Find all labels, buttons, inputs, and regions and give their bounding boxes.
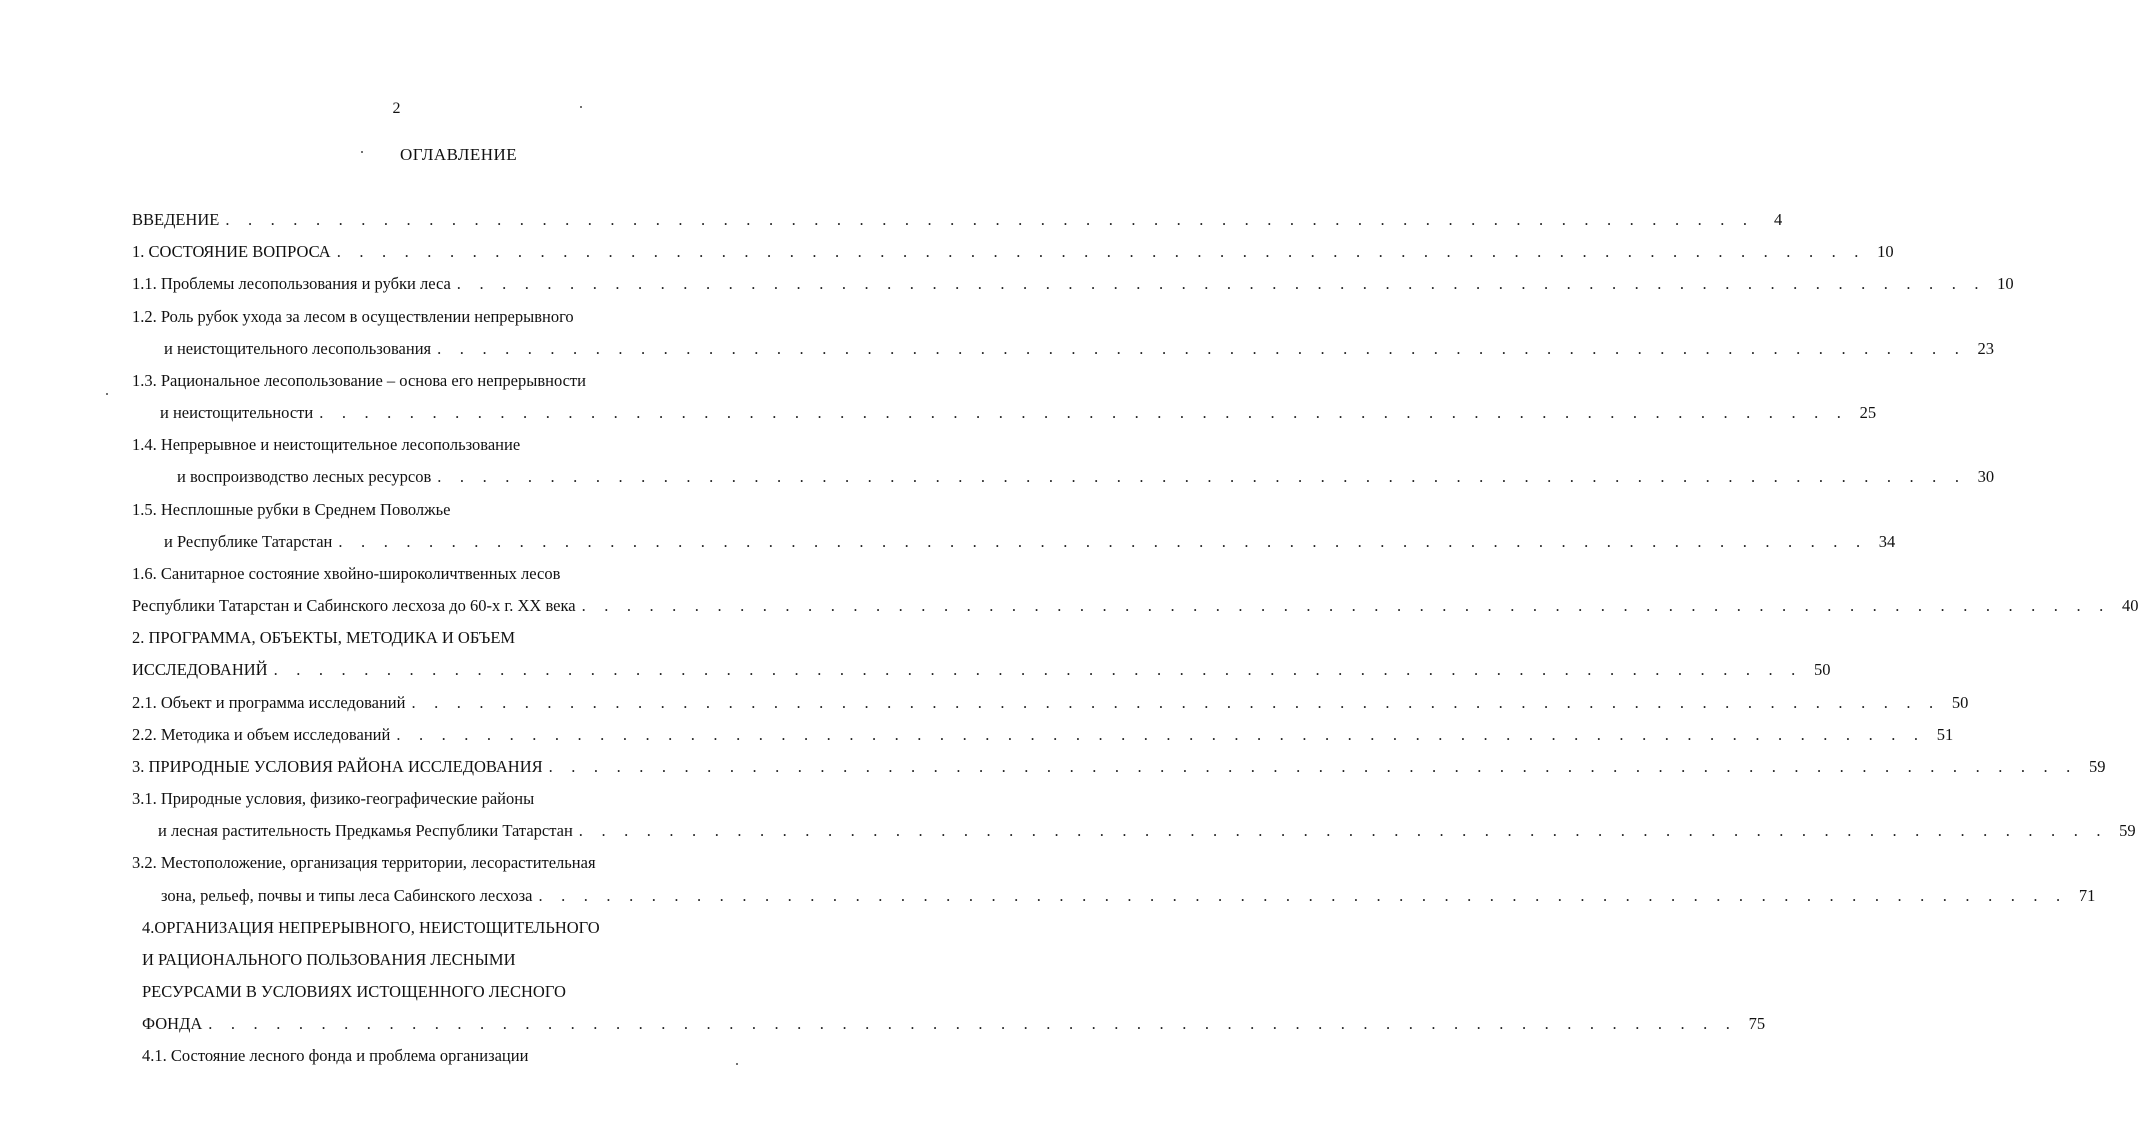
toc-entry-text: 1. СОСТОЯНИЕ ВОПРОСА	[132, 242, 331, 261]
toc-entry-text: 2.2. Методика и объем исследований	[132, 725, 391, 744]
toc-entry-text: 1.2. Роль рубок ухода за лесом в осуществлении непрерывного	[132, 307, 574, 326]
toc-entry-text: 4.1. Состояние лесного фонда и проблема организации	[142, 1046, 529, 1065]
toc-leader-dots: . . . . . . . . . . . . . . . . . . . . . . . . . . . . . . . . . . . . . . . . . . . . . . . . . . . . . . . . . . . . . . . . . . . .	[338, 532, 1868, 551]
toc-entry	[132, 594, 2138, 618]
toc-entry-text: ВВЕДЕНИЕ	[132, 210, 220, 229]
toc-entry-text: 3.2. Местоположение, организация территории, лесорастительная	[132, 853, 596, 872]
toc-leader-dots: . . . . . . . . . . . . . . . . . . . . . . . . . . . . . . . . . . . . . . . . . . . . . . . . . . . . . . . . . . . . . . . . . . . .	[538, 886, 2068, 905]
toc-entry-text: 1.4. Непрерывное и неистощительное лесопользование	[132, 435, 521, 454]
toc-entry-text: и неистощительности	[160, 403, 314, 422]
toc-entry	[132, 658, 1831, 682]
toc-entry-page: 75	[1748, 1014, 1766, 1033]
toc-entry	[142, 1044, 528, 1068]
toc-leader-dots: . . . . . . . . . . . . . . . . . . . . . . . . . . . . . . . . . . . . . . . . . . . . . . . . . . . . . . . . . . . . . . . . . . . .	[548, 757, 2078, 776]
toc-entry-text: 2. ПРОГРАММА, ОБЪЕКТЫ, МЕТОДИКА И ОБЪЕМ	[132, 628, 516, 647]
toc-entry	[132, 305, 574, 329]
toc-entry-text: 1.3. Рациональное лесопользование – основа его непрерывности	[132, 371, 586, 390]
scan-speck	[580, 106, 582, 108]
toc-entry	[132, 498, 450, 522]
toc-entry-page: 4	[1773, 210, 1783, 229]
toc-entry-text: и Республике Татарстан	[164, 532, 333, 551]
toc-entry-text: и лесная растительность Предкамья Республики Татарстан	[158, 821, 573, 840]
toc-leader-dots: . . . . . . . . . . . . . . . . . . . . . . . . . . . . . . . . . . . . . . . . . . . . . . . . . . . . . . . . . . . . . . . . . . . .	[437, 339, 1967, 358]
page-title: ОГЛАВЛЕНИЕ	[400, 145, 518, 164]
toc-entry-page: 10	[1997, 274, 2014, 293]
toc-entry	[132, 626, 515, 650]
toc-entry-text: 1.5. Несплошные рубки в Среднем Поволжье	[132, 500, 451, 519]
toc-leader-dots: . . . . . . . . . . . . . . . . . . . . . . . . . . . . . . . . . . . . . . . . . . . . . . . . . . . . . . . . . . . . . . . . . . . .	[578, 821, 2108, 840]
toc-entry-text: 1.1. Проблемы лесопользования и рубки леса	[132, 274, 451, 293]
page-number: 2	[392, 100, 401, 117]
toc-entry-page: 50	[1813, 660, 1831, 679]
toc-entry-text: 4.ОРГАНИЗАЦИЯ НЕПРЕРЫВНОГО, НЕИСТОЩИТЕЛЬНОГО	[142, 918, 600, 937]
toc-entry-page: 23	[1977, 339, 1995, 358]
toc-entry-text: ИССЛЕДОВАНИЙ	[132, 660, 268, 679]
toc-entry	[161, 884, 2096, 908]
toc-entry	[142, 948, 516, 972]
toc-entry	[160, 401, 1877, 425]
toc-entry	[177, 465, 1995, 489]
toc-entry-page: 25	[1859, 403, 1877, 422]
toc-entry-text: 1.6. Санитарное состояние хвойно-широколичтвенных лесов	[132, 564, 561, 583]
toc-entry	[164, 337, 1995, 361]
toc-entry-page: 59	[2119, 821, 2136, 840]
toc-leader-dots: . . . . . . . . . . . . . . . . . . . . . . . . . . . . . . . . . . . . . . . . . . . . . . . . . . . . . . . . . . . . . . . . . . . .	[273, 660, 1803, 679]
toc-entry-text: И РАЦИОНАЛЬНОГО ПОЛЬЗОВАНИЯ ЛЕСНЫМИ	[142, 950, 516, 969]
scan-speck	[106, 393, 108, 395]
toc-entry-text: и воспроизводство лесных ресурсов	[177, 467, 432, 486]
toc-entry	[132, 755, 2106, 779]
toc-entry-text: 2.1. Объект и программа исследований	[132, 693, 406, 712]
toc-entry-page: 50	[1951, 693, 1969, 712]
toc-entry	[142, 980, 566, 1004]
toc-leader-dots: . . . . . . . . . . . . . . . . . . . . . . . . . . . . . . . . . . . . . . . . . . . . . . . . . . . . . . . . . . . . . . . . . . . .	[581, 596, 2111, 615]
toc-entry-page: 30	[1977, 467, 1995, 486]
toc-entry	[132, 851, 596, 875]
toc-entry	[132, 433, 520, 457]
toc-entry	[132, 691, 1969, 715]
toc-entry-text: ФОНДА	[142, 1014, 203, 1033]
toc-entry	[132, 787, 534, 811]
toc-entry	[132, 562, 560, 586]
toc-entry-page: 59	[2089, 757, 2106, 776]
toc-entry	[164, 530, 1896, 554]
toc-entry-text: зона, рельеф, почвы и типы леса Сабинского лесхоза	[161, 886, 533, 905]
toc-entry-page: 51	[1936, 725, 1954, 744]
toc-entry-page: 40	[2121, 596, 2138, 615]
scan-speck	[361, 151, 363, 153]
toc-entry	[132, 369, 586, 393]
toc-entry	[132, 240, 1894, 264]
toc-leader-dots: . . . . . . . . . . . . . . . . . . . . . . . . . . . . . . . . . . . . . . . . . . . . . . . . . . . . . . . . . . . . . . . . . . . .	[208, 1014, 1738, 1033]
toc-entry	[132, 723, 1954, 747]
toc-entry	[142, 1012, 1766, 1036]
toc-entry-text: 3. ПРИРОДНЫЕ УСЛОВИЯ РАЙОНА ИССЛЕДОВАНИЯ	[132, 757, 543, 776]
toc-entry	[132, 208, 1783, 232]
toc-leader-dots: . . . . . . . . . . . . . . . . . . . . . . . . . . . . . . . . . . . . . . . . . . . . . . . . . . . . . . . . . . . . . . . . . . . .	[396, 725, 1926, 744]
toc-entry-text: Республики Татарстан и Сабинского лесхоза до 60-х г. XX века	[132, 596, 576, 615]
scan-speck	[736, 1063, 738, 1065]
toc-leader-dots: . . . . . . . . . . . . . . . . . . . . . . . . . . . . . . . . . . . . . . . . . . . . . . . . . . . . . . . . . . . . . . . . . . . .	[225, 210, 1755, 229]
toc-entry-page: 71	[2078, 886, 2096, 905]
toc-entry	[158, 819, 2136, 843]
toc-entry-page: 34	[1878, 532, 1896, 551]
toc-entry-text: РЕСУРСАМИ В УСЛОВИЯХ ИСТОЩЕННОГО ЛЕСНОГО	[142, 982, 566, 1001]
toc-leader-dots: . . . . . . . . . . . . . . . . . . . . . . . . . . . . . . . . . . . . . . . . . . . . . . . . . . . . . . . . . . . . . . . . . . . .	[319, 403, 1849, 422]
toc-leader-dots: . . . . . . . . . . . . . . . . . . . . . . . . . . . . . . . . . . . . . . . . . . . . . . . . . . . . . . . . . . . . . . . . . . . .	[437, 467, 1967, 486]
toc-leader-dots: . . . . . . . . . . . . . . . . . . . . . . . . . . . . . . . . . . . . . . . . . . . . . . . . . . . . . . . . . . . . . . . . . . . .	[411, 693, 1941, 712]
toc-leader-dots: . . . . . . . . . . . . . . . . . . . . . . . . . . . . . . . . . . . . . . . . . . . . . . . . . . . . . . . . . . . . . . . . . . . .	[336, 242, 1866, 261]
toc-entry-text: и неистощительного лесопользования	[164, 339, 432, 358]
toc-entry-text: 3.1. Природные условия, физико-географические районы	[132, 789, 535, 808]
toc-entry	[132, 272, 2014, 296]
toc-entry-page: 10	[1877, 242, 1894, 261]
toc-leader-dots: . . . . . . . . . . . . . . . . . . . . . . . . . . . . . . . . . . . . . . . . . . . . . . . . . . . . . . . . . . . . . . . . . . . .	[456, 274, 1986, 293]
toc-entry	[142, 916, 600, 940]
